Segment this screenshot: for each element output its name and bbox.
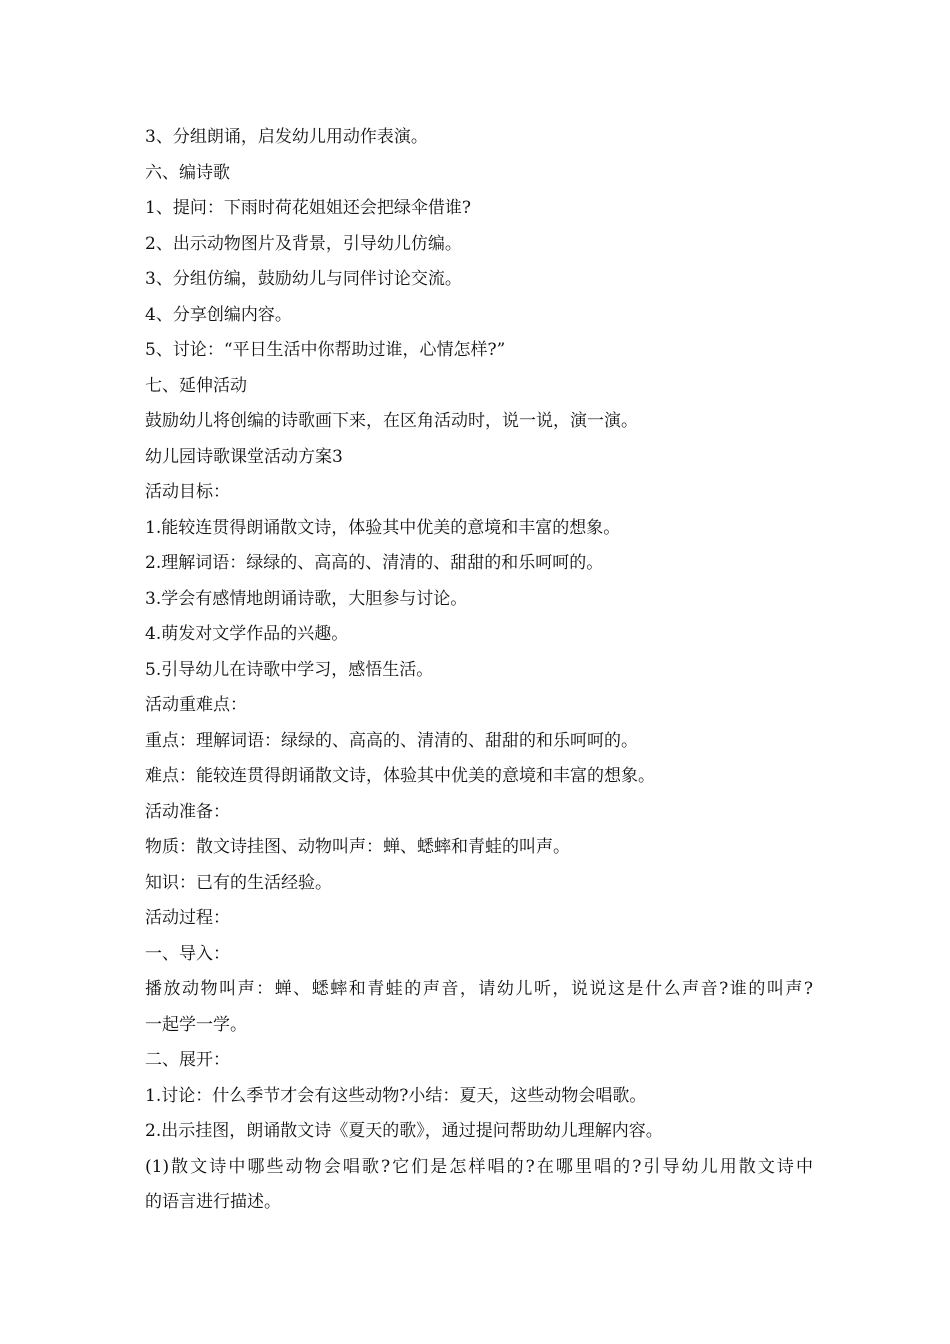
text-line: 知识：已有的生活经验。 xyxy=(145,872,332,893)
text-line: 1、提问：下雨时荷花姐姐还会把绿伞借谁? xyxy=(145,198,471,218)
text-line: 2.出示挂图，朗诵散文诗《夏天的歌》，通过提问帮助幼儿理解内容。 xyxy=(145,1121,663,1141)
section-heading: 二、展开： xyxy=(145,1050,230,1070)
text-line: (1)散文诗中哪些动物会唱歌?它们是怎样唱的?在哪里唱的?引导幼儿用散文诗中 xyxy=(145,1156,813,1177)
text-line: 3.学会有感情地朗诵诗歌，大胆参与讨论。 xyxy=(145,588,468,609)
text-line: 5.引导幼儿在诗歌中学习，感悟生活。 xyxy=(145,659,434,680)
text-line: 2.理解词语：绿绿的、高高的、清清的、甜甜的和乐呵呵的。 xyxy=(145,553,604,573)
section-heading: 活动过程： xyxy=(145,908,230,928)
text-line: 4.萌发对文学作品的兴趣。 xyxy=(145,624,349,644)
section-heading: 七、延伸活动 xyxy=(145,375,247,396)
document-body xyxy=(145,120,813,1221)
text-line: 鼓励幼儿将创编的诗歌画下来，在区角活动时，说一说，演一演。 xyxy=(145,411,638,431)
text-line: 重点：理解词语：绿绿的、高高的、清清的、甜甜的和乐呵呵的。 xyxy=(145,730,638,751)
text-line: 难点：能较连贯得朗诵散文诗，体验其中优美的意境和丰富的想象。 xyxy=(145,766,655,786)
section-heading: 六、编诗歌 xyxy=(145,162,230,183)
text-line: 4、分享创编内容。 xyxy=(145,304,292,325)
text-line: 播放动物叫声：蝉、蟋蟀和青蛙的声音，请幼儿听，说说这是什么声音?谁的叫声? xyxy=(145,979,813,999)
section-heading: 一、导入： xyxy=(145,943,230,964)
section-heading: 活动重难点： xyxy=(145,695,247,715)
text-line: 3、分组仿编，鼓励幼儿与同伴讨论交流。 xyxy=(145,269,462,289)
text-line: 一起学一学。 xyxy=(145,1014,247,1035)
document-title: 幼儿园诗歌课堂活动方案3 xyxy=(145,446,343,467)
text-line: 1.能较连贯得朗诵散文诗，体验其中优美的意境和丰富的想象。 xyxy=(145,517,621,538)
text-line: 5、讨论：“平日生活中你帮助过谁，心情怎样?” xyxy=(145,340,506,360)
text-line: 2、出示动物图片及背景，引导幼儿仿编。 xyxy=(145,233,462,254)
text-line: 3、分组朗诵，启发幼儿用动作表演。 xyxy=(145,127,428,147)
text-line: 的语言进行描述。 xyxy=(145,1192,281,1212)
text-line: 1.讨论：什么季节才会有这些动物?小结：夏天，这些动物会唱歌。 xyxy=(145,1085,647,1106)
section-heading: 活动准备： xyxy=(145,801,230,822)
section-heading: 活动目标： xyxy=(145,482,230,502)
text-line: 物质：散文诗挂图、动物叫声：蝉、蟋蟀和青蛙的叫声。 xyxy=(145,837,570,857)
